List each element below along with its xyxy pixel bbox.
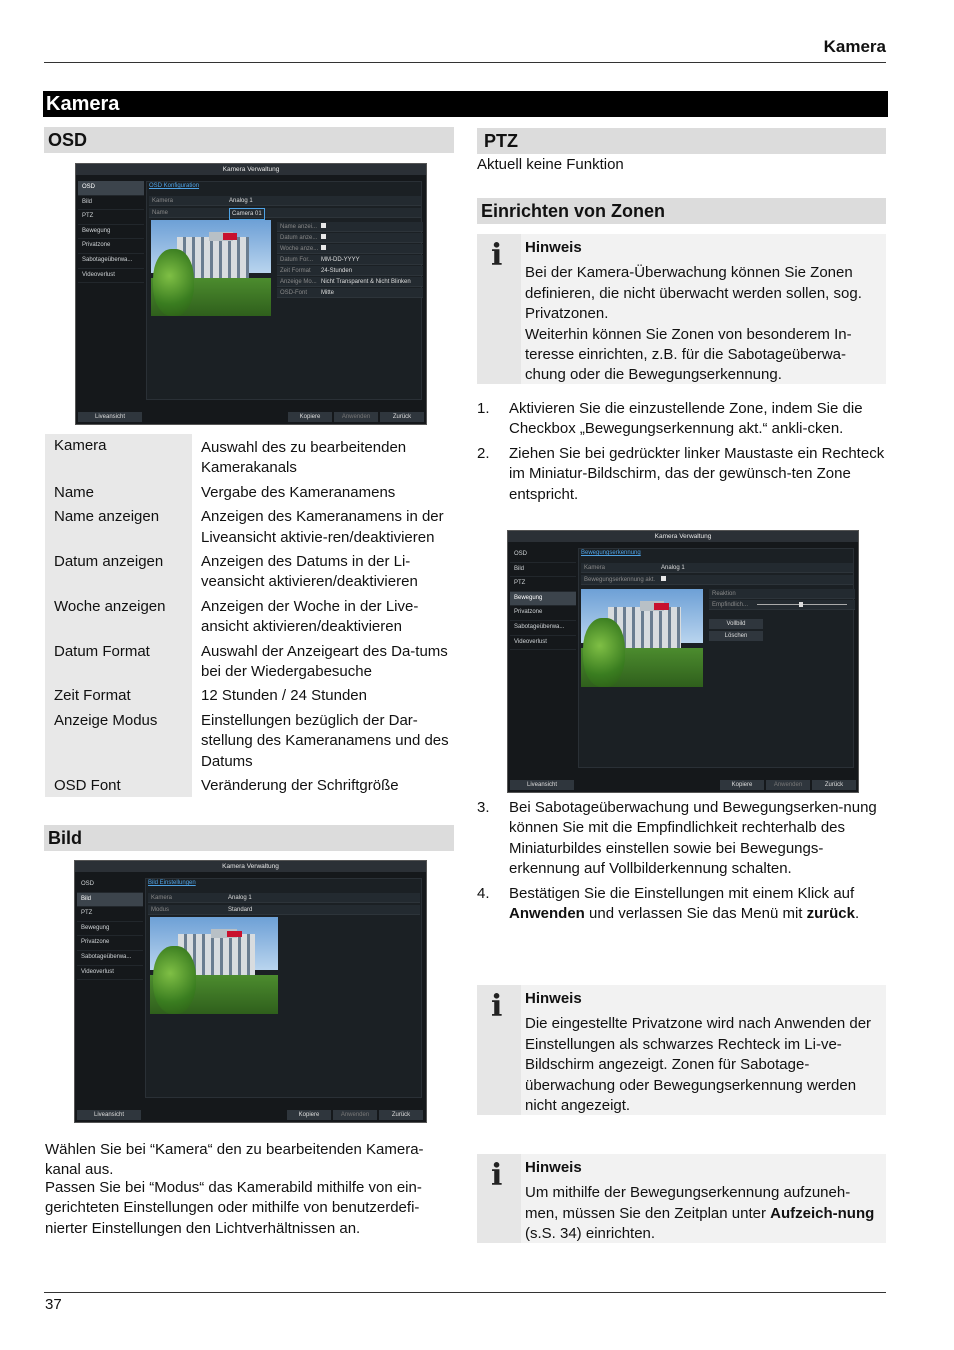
dvr-side-menu — [77, 878, 143, 980]
show-name-row[interactable]: Name anzei... — [277, 222, 423, 232]
copy-button[interactable]: Kopiere — [288, 412, 332, 422]
section-ptz-heading: PTZ — [477, 128, 886, 154]
back-button[interactable]: Zurück — [380, 412, 424, 422]
show-name-checkbox[interactable] — [321, 223, 326, 228]
menu-item-osd[interactable]: OSD — [510, 548, 576, 563]
show-date-row[interactable]: Datum anze... — [277, 233, 423, 243]
motion-enable-checkbox[interactable] — [661, 576, 666, 581]
note-title: Hinweis — [525, 239, 582, 256]
note-title: Hinweis — [525, 990, 582, 1007]
info-icon: i — [491, 238, 503, 273]
delete-button[interactable]: Löschen — [709, 631, 763, 641]
menu-item-videoverlust[interactable]: Videoverlust — [510, 636, 576, 651]
apply-button[interactable]: Anwenden — [333, 1110, 377, 1120]
apply-button[interactable]: Anwenden — [766, 780, 810, 790]
table-row: Kamera Auswahl des zu bearbeitenden Kamerakanals — [45, 434, 453, 479]
section-osd-heading: OSD — [44, 127, 454, 153]
reaction-row[interactable]: Reaktion — [709, 589, 855, 599]
menu-item-bild[interactable]: Bild — [510, 563, 576, 578]
note-box-2 — [477, 985, 886, 1115]
menu-item-privatzone[interactable]: Privatzone — [77, 936, 143, 951]
slider-handle[interactable] — [799, 602, 803, 607]
show-week-row[interactable]: Woche anze... — [277, 244, 423, 254]
page-number: 37 — [45, 1296, 62, 1313]
menu-item-bewegung[interactable]: Bewegung — [78, 225, 144, 240]
menu-item-bewegung[interactable]: Bewegung — [77, 922, 143, 937]
camera-row[interactable]: Kamera Analog 1 — [149, 196, 421, 206]
fullscreen-button[interactable]: Vollbild — [709, 619, 763, 629]
dvr-side-menu — [78, 181, 144, 283]
note-text: Bei der Kamera-Überwachung können Sie Zonen definieren, die nicht überwacht werden sollen, sog. Privatzonen. — [525, 264, 862, 323]
bild-paragraph-1: Wählen Sie bei “Kamera“ den zu bearbeitenden Kamera-kanal aus. — [45, 1141, 424, 1179]
section-zonen-heading: Einrichten von Zonen — [477, 198, 886, 224]
section-bild-heading: Bild — [44, 825, 454, 851]
list-item: 4. Bestätigen Sie die Einstellungen mit einem Klick auf Anwenden und verlassen Sie das Menü mit zurück. — [477, 884, 860, 923]
menu-item-bild[interactable]: Bild — [78, 196, 144, 211]
table-row: Woche anzeigen Anzeigen der Woche in der Live-ansicht aktivieren/deaktivieren — [45, 593, 453, 638]
menu-item-bewegung[interactable]: Bewegung — [510, 592, 576, 607]
menu-item-videoverlust[interactable]: Videoverlust — [78, 269, 144, 284]
copy-button[interactable]: Kopiere — [720, 780, 764, 790]
bild-paragraph-2: Passen Sie bei “Modus“ das Kamerabild mithilfe von ein-gerichteten Einstellungen oder mithilfe von benutzerdefi-nierter Einstellungen den Lichtverhältnissen an. — [45, 1179, 422, 1237]
dvr-pane — [145, 878, 422, 1098]
header-rule — [44, 62, 886, 63]
dvr-pane — [578, 548, 854, 768]
motion-enable-row[interactable]: Bewegungserkennung akt. — [581, 575, 853, 585]
footer-rule — [44, 1292, 886, 1293]
menu-item-ptz[interactable]: PTZ — [510, 577, 576, 592]
table-row: Name Vergabe des Kameranamens — [45, 479, 453, 503]
note-box-1 — [477, 234, 886, 384]
menu-item-videoverlust[interactable]: Videoverlust — [77, 966, 143, 981]
camera-preview-image — [150, 917, 278, 1014]
show-date-checkbox[interactable] — [321, 234, 326, 239]
info-icon: i — [491, 989, 503, 1024]
bild-screenshot — [74, 860, 427, 1123]
camera-row[interactable]: Kamera Analog 1 — [581, 563, 853, 573]
list-item: 3. Bei Sabotageüberwachung und Bewegungserken-nung können Sie mit die Empfindlichkeit rechterhalb des Miniaturbildes einstellen sowie bei Bewegungs-erkennung auf Vollbilderkennung schalten. — [477, 799, 877, 878]
table-row: Name anzeigen Anzeigen des Kameranamens in der Liveansicht aktivie-ren/deaktivieren — [45, 503, 453, 548]
table-row: Anzeige Modus Einstellungen bezüglich der Dar-stellung des Kameranamens und des Datums — [45, 707, 453, 772]
steps-list-b — [477, 798, 886, 928]
menu-item-ptz[interactable]: PTZ — [77, 907, 143, 922]
motion-detection-link[interactable]: Bewegungserkennung — [581, 550, 641, 556]
chapter-title: Kamera — [43, 91, 888, 117]
sensitivity-row[interactable]: Empfindlich... — [709, 600, 855, 610]
show-week-checkbox[interactable] — [321, 245, 326, 250]
menu-item-privatzone[interactable]: Privatzone — [78, 239, 144, 254]
table-row: Zeit Format 12 Stunden / 24 Stunden — [45, 682, 453, 706]
menu-item-sabotage[interactable]: Sabotageüberwa... — [510, 621, 576, 636]
motion-screenshot — [507, 530, 859, 793]
osd-screenshot — [75, 163, 427, 425]
display-mode-row[interactable]: Anzeige Mo... Nicht Transparent & Nicht Blinken — [277, 277, 423, 287]
menu-item-osd[interactable]: OSD — [78, 181, 144, 196]
list-item: 1. Aktivieren Sie die einzustellende Zone, indem Sie die Checkbox „Bewegungserkennung akt.“ ankli-cken. — [477, 400, 863, 438]
note-text: Die eingestellte Privatzone wird nach Anwenden der Einstellungen als schwarzes Rechteck im Li-ve-Bildschirm angezeigt. Zonen für Sabotage-überwachung oder Bewegungserkennung werden nicht angezeigt. — [525, 1015, 872, 1115]
copy-button[interactable]: Kopiere — [287, 1110, 331, 1120]
table-row: Datum anzeigen Anzeigen des Datums in der Li-veansicht aktivieren/deaktivieren — [45, 548, 453, 593]
osd-config-link[interactable]: OSD Konfiguration — [149, 183, 200, 189]
list-item: 2. Ziehen Sie bei gedrückter linker Maustaste ein Rechteck im Miniatur-Bildschirm, das der gewünsch-ten Zone entspricht. — [477, 444, 885, 503]
mode-row[interactable]: Modus Standard — [148, 905, 420, 915]
note-title: Hinweis — [525, 1159, 582, 1176]
menu-item-privatzone[interactable]: Privatzone — [510, 606, 576, 621]
camera-preview-image[interactable] — [581, 589, 703, 687]
window-title: Kamera Verwaltung — [76, 164, 426, 175]
menu-item-osd[interactable]: OSD — [77, 878, 143, 893]
menu-item-sabotage[interactable]: Sabotageüberwa... — [77, 951, 143, 966]
menu-item-bild[interactable]: Bild — [77, 893, 143, 908]
camera-preview-image — [151, 220, 271, 316]
table-row: OSD Font Veränderung der Schriftgröße — [45, 772, 453, 796]
apply-button[interactable]: Anwenden — [334, 412, 378, 422]
dvr-pane — [146, 181, 422, 400]
image-settings-link[interactable]: Bild Einstellungen — [148, 880, 196, 886]
note-text: Weiterhin können Sie Zonen von besonderem In-teresse einrichten, z.B. für die Sabotageüberwa-chung oder die Bewegungserkennung. — [525, 325, 852, 384]
note-text: Um mithilfe der Bewegungserkennung aufzuneh-men, müssen Sie den Zeitplan unter Aufzeich-nung (s.S. 34) einrichten. — [525, 1184, 875, 1243]
window-title: Kamera Verwaltung — [508, 531, 858, 542]
date-format-row[interactable]: Datum For... MM-DD-YYYY — [277, 255, 423, 265]
menu-item-ptz[interactable]: PTZ — [78, 210, 144, 225]
dvr-side-menu — [510, 548, 576, 650]
osd-settings-table — [45, 434, 453, 797]
liveview-button[interactable]: Liveansicht — [510, 780, 574, 790]
back-button[interactable]: Zurück — [812, 780, 856, 790]
camera-row[interactable]: Kamera Analog 1 — [148, 893, 420, 903]
time-format-row[interactable]: Zeit Format 24-Stunden — [277, 266, 423, 276]
back-button[interactable]: Zurück — [379, 1110, 423, 1120]
window-title: Kamera Verwaltung — [75, 861, 426, 872]
table-row: Datum Format Auswahl der Anzeigeart des Da-tums bei der Wiedergabesuche — [45, 638, 453, 683]
liveview-button[interactable]: Liveansicht — [77, 1110, 141, 1120]
liveview-button[interactable]: Liveansicht — [78, 412, 142, 422]
running-header: Kamera — [823, 37, 886, 56]
info-icon: i — [491, 1158, 503, 1193]
ptz-text: Aktuell keine Funktion — [477, 156, 624, 173]
steps-list-a — [477, 399, 886, 509]
note-box-3 — [477, 1154, 886, 1243]
name-row[interactable]: Name Camera 01 — [149, 208, 421, 218]
osd-font-row[interactable]: OSD-Font Mitte — [277, 288, 423, 298]
menu-item-sabotage[interactable]: Sabotageüberwa... — [78, 254, 144, 269]
